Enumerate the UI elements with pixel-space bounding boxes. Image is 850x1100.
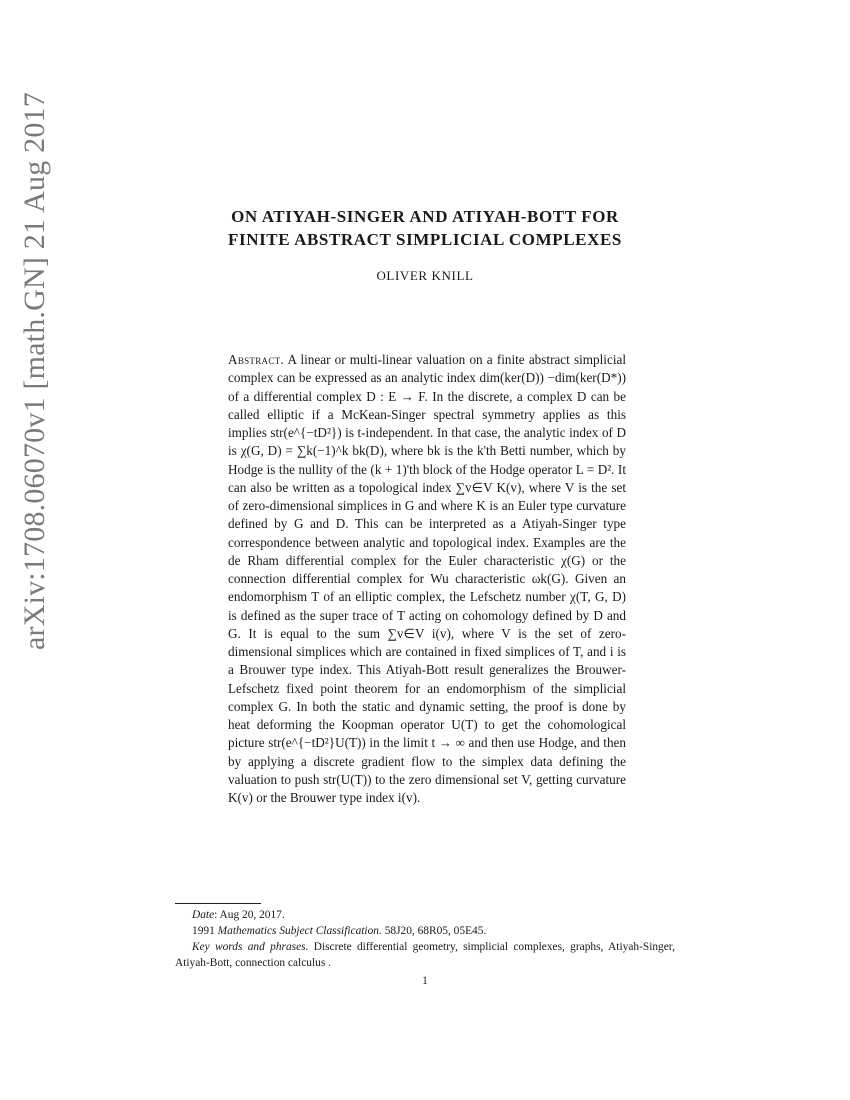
date-label: Date (192, 909, 215, 921)
footnote-rule (175, 903, 261, 904)
msc-year: 1991 (192, 925, 215, 937)
arxiv-identifier-stamp: arXiv:1708.06070v1 [math.GN] 21 Aug 2017 (18, 92, 51, 650)
footnote-msc (175, 923, 675, 939)
paper-title (150, 205, 700, 251)
footnote-date (175, 907, 675, 923)
msc-label: Mathematics Subject Classification. (217, 925, 382, 937)
msc-value: 58J20, 68R05, 05E45. (384, 925, 487, 937)
abstract-block (228, 351, 626, 807)
keywords-label: Key words and phrases. (192, 941, 309, 953)
title-line-1: ON ATIYAH-SINGER AND ATIYAH-BOTT FOR (231, 207, 619, 226)
page-number: 1 (422, 975, 428, 987)
keywords-value: Discrete differential geometry, simplicial complexes, graphs, Atiyah-Singer, Atiyah-Bott, connection calculus . (175, 941, 675, 969)
footnote-keywords (175, 939, 675, 971)
date-value: : Aug 20, 2017. (214, 909, 285, 921)
author-name: OLIVER KNILL (376, 268, 474, 283)
abstract-heading: Abstract. (228, 352, 285, 367)
abstract-text: A linear or multi-linear valuation on a finite abstract simplicial complex can be expressed as an analytic index dim(ker(D)) −dim(ker(D*)) of a differential complex D : E → F. In the discrete, a complex D can be called elliptic if a McKean-Singer spectral symmetry applies as this implies str(e^{−tD²}) is t-independent. In that case, the analytic index of D is χ(G, D) = ∑k(−1)^k bk(D), where bk is the k'th Betti number, which by Hodge is the nullity of the (k + 1)'th block of the Hodge operator L = D². It can also be written as a topological index ∑v∈V K(v), where V is the set of zero-dimensional simplices in G and where K is an Euler type curvature defined by G and D. This can be interpreted as a Atiyah-Singer type correspondence between analytic and topological index. Examples are the de Rham differential complex for the Euler characteristic χ(G) or the connection differential complex for Wu characteristic ωk(G). Given an endomorphism T of an elliptic complex, the Lefschetz number χ(T, G, D) is defined as the super trace of T acting on cohomology defined by D and G. It is equal to the sum ∑v∈V i(v), where V is the set of zero-dimensional simplices which are contained in fixed simplices of T, and i is a Brouwer type index. This Atiyah-Bott result generalizes the Brouwer-Lefschetz fixed point theorem for an endomorphism of the simplicial complex G. In both the static and dynamic setting, the proof is done by heat deforming the Koopman operator U(T) to get the cohomological picture str(e^{−tD²}U(T)) in the limit t → ∞ and then use Hodge, and then by applying a discrete gradient flow to the simplex data defining the valuation to push str(U(T)) to the zero dimensional set V, getting curvature K(v) or the Brouwer type index i(v). (228, 352, 627, 805)
title-line-2: FINITE ABSTRACT SIMPLICIAL COMPLEXES (228, 230, 622, 249)
footnotes (175, 907, 675, 971)
